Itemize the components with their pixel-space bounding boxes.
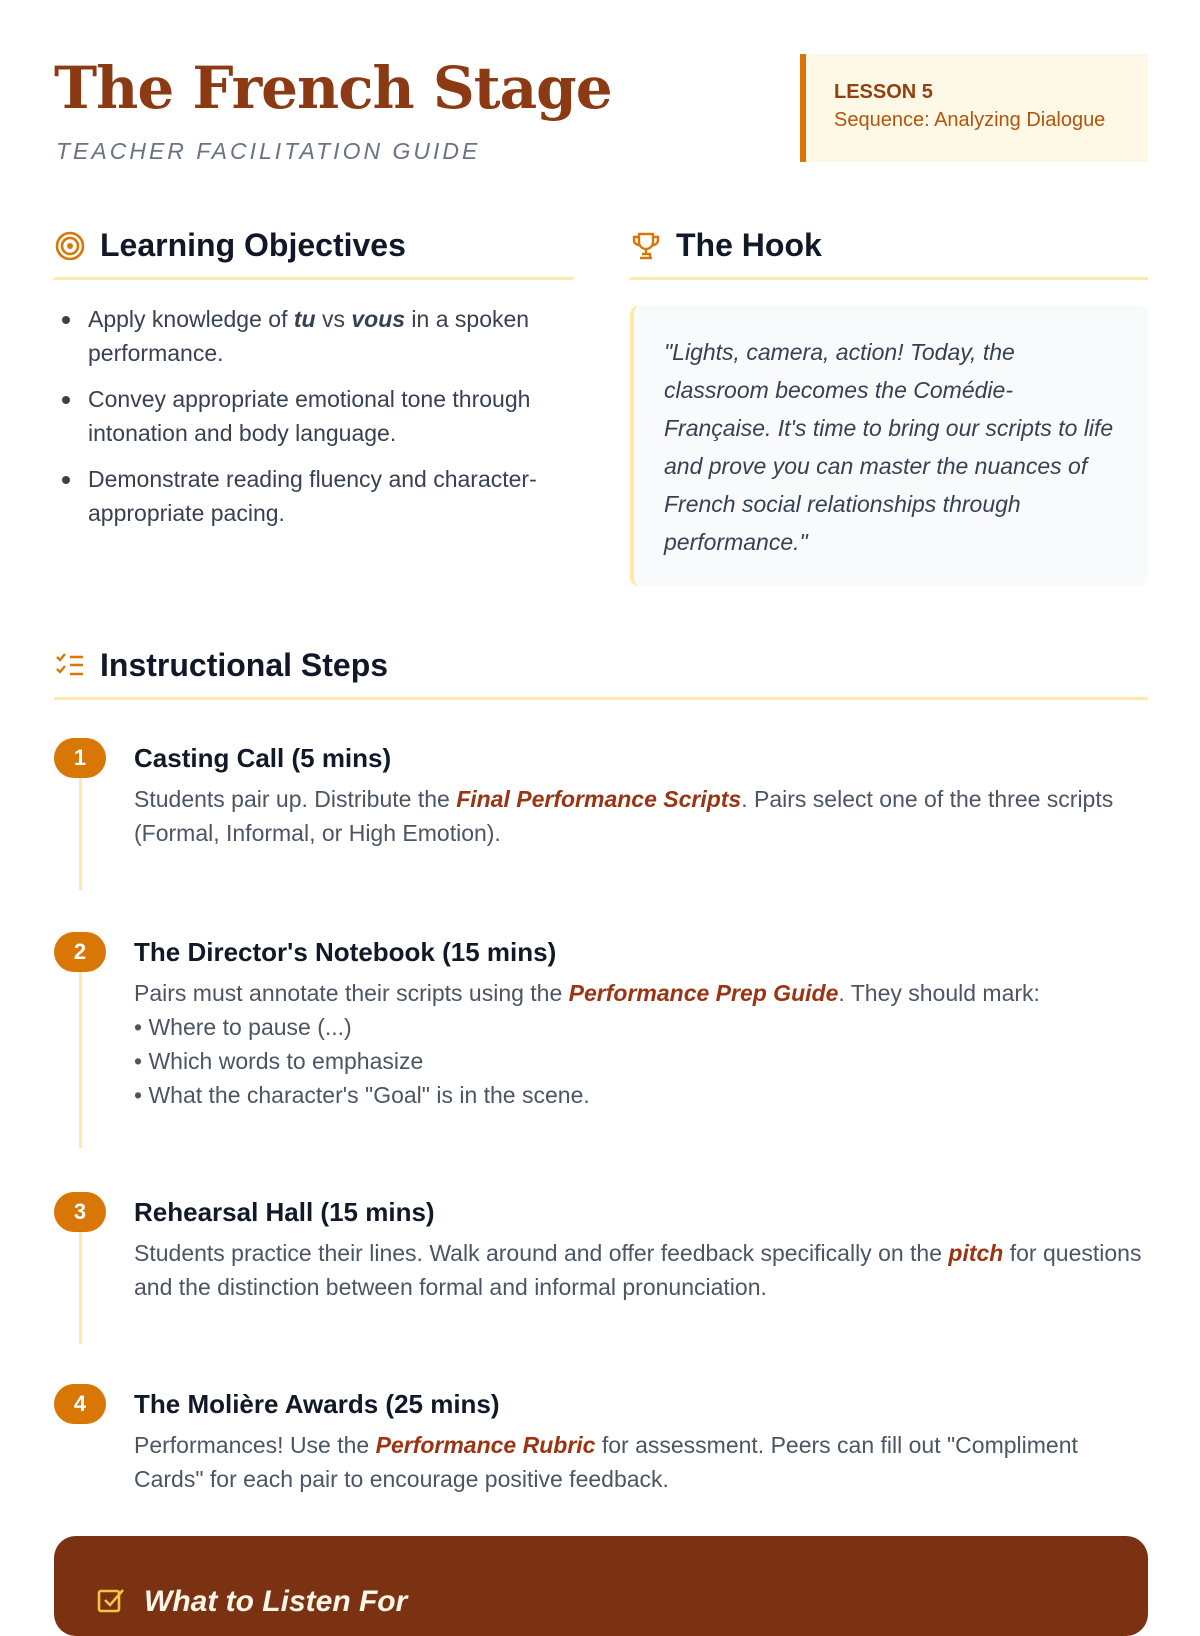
step-bullets xyxy=(134,1010,1148,1112)
resource-link: Final Performance Scripts xyxy=(456,786,742,812)
list-item: • Where to pause (...) xyxy=(134,1014,352,1040)
term-tu: tu xyxy=(293,306,316,332)
term-vous: vous xyxy=(351,306,406,332)
objectives-heading: Learning Objectives xyxy=(100,227,406,263)
hook-quote-box xyxy=(630,305,1148,587)
objective-item: Convey appropriate emotional tone through intonation and body language. xyxy=(54,382,574,450)
steps-heading: Instructional Steps xyxy=(100,647,389,683)
checklist-icon xyxy=(54,650,86,682)
objective-item: Apply knowledge of tu vs vous in a spoken performance. xyxy=(54,302,574,370)
step-title: The Director's Notebook (15 mins) xyxy=(134,937,557,967)
step-connector xyxy=(79,778,82,890)
step-number: 2 xyxy=(54,932,106,972)
step-4 xyxy=(54,1384,1148,1504)
step-title: Rehearsal Hall (15 mins) xyxy=(134,1197,435,1227)
hook-header xyxy=(630,222,1148,280)
lesson-info-box xyxy=(800,54,1148,162)
step-connector xyxy=(79,1232,82,1344)
step-number: 3 xyxy=(54,1192,106,1232)
lesson-sequence: Sequence: Analyzing Dialogue xyxy=(834,109,1106,131)
target-icon xyxy=(54,230,86,262)
resource-link: Performance Prep Guide xyxy=(568,980,839,1006)
step-body: Students pair up. Distribute the Final Performance Scripts. Pairs select one of the three scripts (Formal, Informal, or High Emotion). xyxy=(134,786,1114,846)
step-2 xyxy=(54,932,1148,1152)
resource-link: Performance Rubric xyxy=(375,1432,596,1458)
lesson-number: LESSON 5 xyxy=(834,81,933,103)
step-3 xyxy=(54,1192,1148,1342)
listen-for-box xyxy=(54,1536,1148,1636)
step-number: 4 xyxy=(54,1384,106,1424)
hook-heading: The Hook xyxy=(676,227,822,263)
step-body: Performances! Use the Performance Rubric for assessment. Peers can fill out "Compliment Cards" for each pair to encourage positive feedback. xyxy=(134,1432,1078,1492)
checkbox-icon xyxy=(96,1586,126,1616)
hook-quote: "Lights, camera, action! Today, the classroom becomes the Comédie-Française. It's time to bring our scripts to life and prove you can master the nuances of French social relationships through performance." xyxy=(664,339,1114,555)
step-body: Students practice their lines. Walk around and offer feedback specifically on the pitch for questions and the distinction between formal and informal pronunciation. xyxy=(134,1240,1142,1300)
list-item: • What the character's "Goal" is in the scene. xyxy=(134,1082,590,1108)
step-title: Casting Call (5 mins) xyxy=(134,743,392,773)
step-number: 1 xyxy=(54,738,106,778)
page-subtitle: TEACHER FACILITATION GUIDE xyxy=(56,138,481,164)
step-1 xyxy=(54,738,1148,888)
objective-item: Demonstrate reading fluency and character-appropriate pacing. xyxy=(54,462,574,530)
list-item: • Which words to emphasize xyxy=(134,1048,424,1074)
keyword-pitch: pitch xyxy=(948,1240,1004,1266)
objectives-header xyxy=(54,222,574,280)
steps-header xyxy=(54,642,1148,700)
step-body: Pairs must annotate their scripts using the Performance Prep Guide. They should mark: • Where to pause (...) • Which words to emphasize • What the character's "Goal" is in the scene. xyxy=(134,976,1148,1112)
page-title: The French Stage xyxy=(54,54,612,122)
step-connector xyxy=(79,972,82,1148)
listen-heading: What to Listen For xyxy=(144,1585,408,1618)
trophy-icon xyxy=(630,230,662,262)
objectives-list xyxy=(54,302,574,542)
step-title: The Molière Awards (25 mins) xyxy=(134,1389,500,1419)
